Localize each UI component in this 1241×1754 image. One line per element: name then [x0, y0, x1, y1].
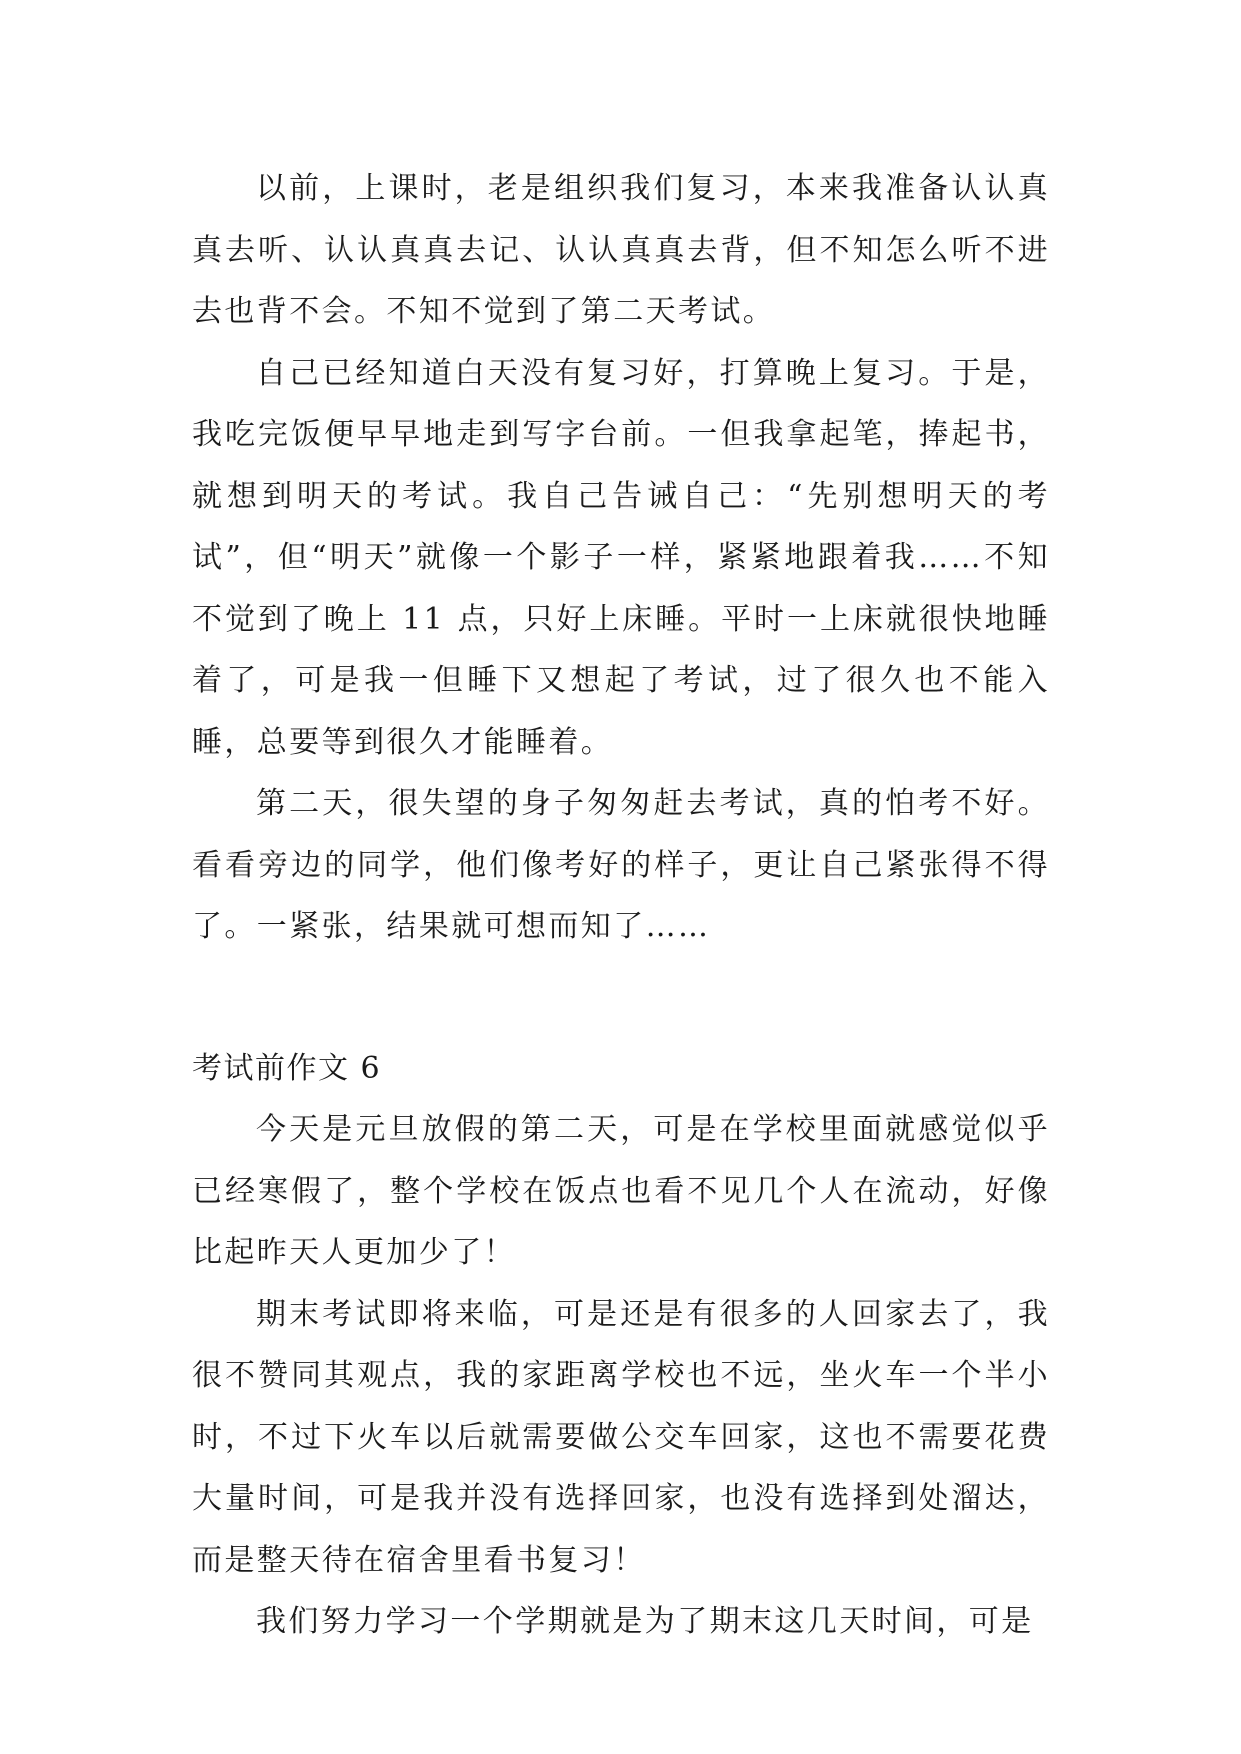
paragraph: 今天是元旦放假的第二天，可是在学校里面就感觉似乎已经寒假了，整个学校在饭点也看不见几个人在流动，好像比起昨天人更加少了！ [192, 1112, 1050, 1270]
paragraph: 期末考试即将来临，可是还是有很多的人回家去了，我很不赞同其观点，我的家距离学校也不远，坐火车一个半小时，不过下火车以后就需要做公交车回家，这也不需要花费大量时间，可是我并没有选择回家，也没有选择到处溜达，而是整天待在宿舍里看书复习！ [192, 1296, 1050, 1578]
paragraph: 以前，上课时，老是组织我们复习，本来我准备认认真真去听、认认真真去记、认认真真去背，但不知怎么听不进去也背不会。不知不觉到了第二天考试。 [192, 171, 1050, 329]
section-title: 考试前作文 6 [192, 1050, 382, 1086]
paragraph: 我们努力学习一个学期就是为了期末这几天时间，可是 [256, 1604, 1034, 1639]
document-body [192, 158, 1050, 1653]
paragraph: 第二天，很失望的身子匆匆赶去考试，真的怕考不好。看看旁边的同学，他们像考好的样子，更让自己紧张得不得了。一紧张，结果就可想而知了…… [192, 786, 1050, 944]
paragraph: 自己已经知道白天没有复习好，打算晚上复习。于是，我吃完饭便早早地走到写字台前。一但我拿起笔，捧起书，就想到明天的考试。我自己告诫自己：“先别想明天的考试”，但“明天”就像一个影子一样，紧紧地跟着我……不知不觉到了晚上 11 点，只好上床睡。平时一上床就很快地睡着了，可是我一但睡下又想起了考试，过了很久也不能入睡，总要等到很久才能睡着。 [192, 355, 1050, 760]
section-spacer [192, 958, 1050, 1038]
